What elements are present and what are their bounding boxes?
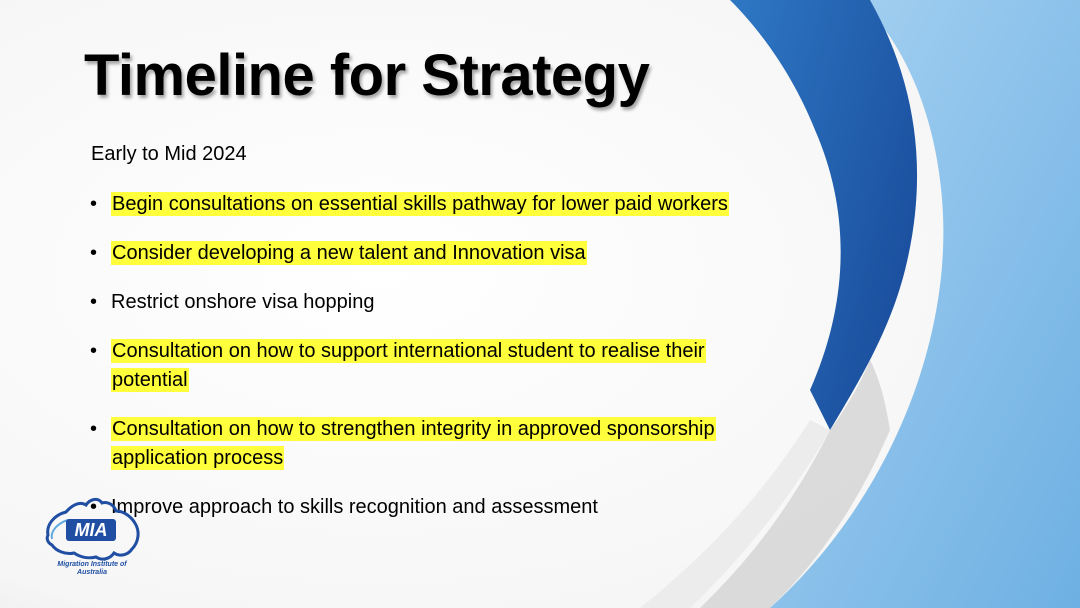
bullet-glyph: • <box>90 496 98 518</box>
bullet-item <box>90 493 770 522</box>
bullet-list <box>90 190 770 542</box>
bullet-glyph: • <box>90 291 98 313</box>
slide-title: Timeline for Strategy <box>84 43 650 108</box>
bullet-text: Begin consultations on essential skills pathway for lower paid workers <box>112 193 728 215</box>
bullet-glyph: • <box>90 418 98 440</box>
bullet-item <box>90 415 770 473</box>
bullet-text: Consider developing a new talent and Innovation visa <box>112 242 586 264</box>
bullet-item <box>90 337 770 395</box>
bullet-text: Consultation on how to strengthen integrity in approved sponsorship application process <box>112 418 715 469</box>
bullet-glyph: • <box>90 242 98 264</box>
bullet-text: Consultation on how to support international student to realise their potential <box>112 340 705 391</box>
bullet-glyph: • <box>90 340 98 362</box>
logo-caption: Migration Institute of Australia <box>57 561 127 576</box>
bullet-item <box>90 288 770 317</box>
svg-text:MIA: MIA <box>74 520 108 540</box>
bullet-text: Restrict onshore visa hopping <box>111 291 375 313</box>
bullet-text: Improve approach to skills recognition and assessment <box>111 496 598 518</box>
bullet-item <box>90 239 770 268</box>
bullet-item <box>90 190 770 219</box>
timeline-period: Early to Mid 2024 <box>91 143 247 165</box>
bullet-glyph: • <box>90 193 98 215</box>
